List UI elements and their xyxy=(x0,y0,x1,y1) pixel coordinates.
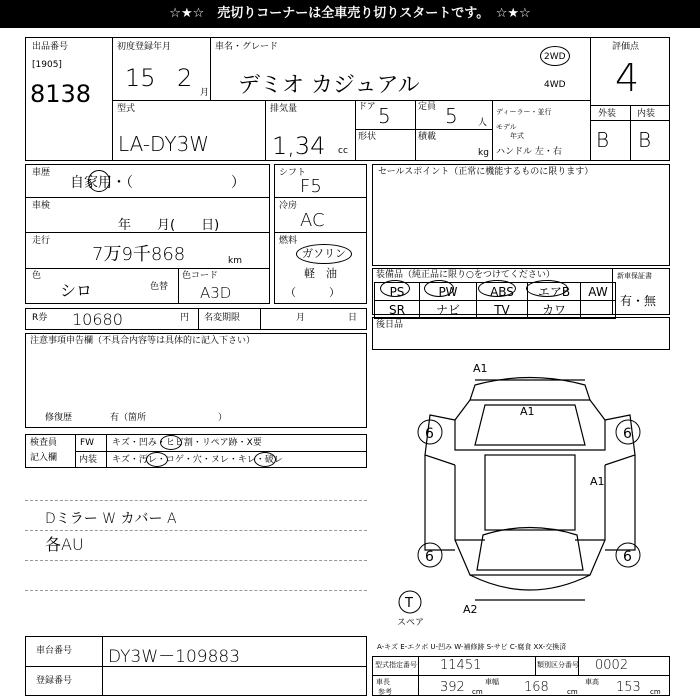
chassis-label: 車台番号 xyxy=(36,646,73,656)
equip-abs-circle xyxy=(478,280,516,297)
first-reg-year: 15 xyxy=(125,64,156,92)
fuel-diesel: 軽 油 xyxy=(304,267,337,280)
inspector-fw-text: キズ・凹み・ヒビ割・リペア跡・X要 xyxy=(112,438,262,448)
color-value: シロ xyxy=(60,281,93,300)
rken-unit: 円 xyxy=(180,313,190,323)
mileage-label: 走行 xyxy=(32,236,51,246)
lot-label: 出品番号 xyxy=(32,42,69,52)
interior-grade: B xyxy=(638,128,652,152)
model-label: 型式 xyxy=(117,104,136,114)
displacement-value: 1,34 xyxy=(272,132,326,160)
history-circle xyxy=(88,170,110,192)
spare-symbol: T xyxy=(405,596,413,611)
dealer-label: ディーラー・並行 xyxy=(496,108,552,116)
inspector-circle-dent xyxy=(160,435,182,450)
inspector-fw: FW xyxy=(80,438,95,448)
repair-label: 修復歴 xyxy=(45,413,73,423)
after-label: 後日品 xyxy=(376,320,404,330)
capacity-unit: 人 xyxy=(478,118,488,128)
inspection-label: 車検 xyxy=(32,201,51,211)
notes-label: 注意事項申告欄（不具合内容等は具体的に記入下さい） xyxy=(30,336,256,346)
inspector-label-2: 記入欄 xyxy=(30,453,58,463)
lot-number: 8138 xyxy=(30,80,92,108)
fuel-other: （ ） xyxy=(285,286,340,299)
width-unit: cm xyxy=(567,688,578,696)
mileage-value: 7万9千868 xyxy=(92,244,186,265)
length-value: 392 xyxy=(440,680,465,695)
name-change-label: 名変期限 xyxy=(204,313,241,323)
chassis-value: DY3W－109883 xyxy=(108,647,241,667)
color-code-value: A3D xyxy=(200,284,232,302)
name-change-day: 日 xyxy=(348,313,358,323)
tire-fr: 6 xyxy=(623,426,632,442)
equip-ps-circle xyxy=(380,280,410,297)
handwritten-note-2: 各AU xyxy=(45,535,84,554)
inspection-value: 年 月( 日) xyxy=(118,218,220,233)
first-reg-month: 2 xyxy=(177,64,193,92)
car-name-label: 車名・グレード xyxy=(215,42,279,52)
fuel-circle xyxy=(296,244,352,264)
doors-label: ドア xyxy=(358,102,376,112)
equip-pw-circle xyxy=(424,280,454,297)
rken-label: R券 xyxy=(32,313,48,323)
sales-box xyxy=(372,164,670,266)
interior-label: 内装 xyxy=(637,109,656,119)
category-code-value: 0002 xyxy=(595,658,629,673)
rken-value: 10680 xyxy=(72,310,123,329)
equip-aw: AW xyxy=(581,283,616,301)
ac-label: 冷房 xyxy=(279,201,298,211)
tire-rr: 6 xyxy=(623,549,632,565)
damage-front-bumper: A1 xyxy=(473,362,488,375)
equip-sr: SR xyxy=(375,301,420,319)
capacity-value: 5 xyxy=(445,104,458,128)
handle-label: ハンドル 左・右 xyxy=(496,147,562,157)
color-change-label: 色替 xyxy=(150,282,169,292)
model-code-label: 型式指定番号 xyxy=(375,661,417,669)
rating-value: 4 xyxy=(615,56,640,100)
model-value: LA-DY3W xyxy=(118,132,210,156)
inspector-circle-wet xyxy=(254,452,276,467)
damage-hood: A1 xyxy=(520,405,535,418)
load-unit: kg xyxy=(478,148,489,158)
tire-rl: 6 xyxy=(425,549,434,565)
shape-label: 形状 xyxy=(358,132,377,142)
mileage-unit: km xyxy=(228,256,242,266)
fuel-gasoline: ガソリン xyxy=(302,247,346,260)
equip-airbag-circle xyxy=(526,280,568,297)
ac-value: AC xyxy=(300,210,325,231)
banner: ☆★☆ 売切りコーナーは全車売り切りスタートです。 ☆★☆ xyxy=(0,0,700,28)
first-reg-label: 初度登録年月 xyxy=(117,42,172,52)
exterior-grade: B xyxy=(596,128,610,152)
damage-legend: A-キズ E-エクボ U-凹み W-補修跡 S-サビ C-腐食 XX-交換済 xyxy=(377,643,567,651)
length-unit: cm xyxy=(472,688,483,696)
model-code-value: 11451 xyxy=(440,658,482,673)
exterior-label: 外装 xyxy=(598,109,617,119)
capacity-label: 定員 xyxy=(418,102,437,112)
drive-4wd: 4WD xyxy=(544,80,566,90)
equip-airbag: エアB xyxy=(528,283,581,301)
length-label: 車長 xyxy=(376,678,390,686)
warranty-value: 有・無 xyxy=(620,294,657,308)
color-label: 色 xyxy=(32,271,42,281)
damage-right-side: A1 xyxy=(590,475,605,488)
tire-fl: 6 xyxy=(425,426,434,442)
history-value: 自家用・（ ） xyxy=(70,175,245,191)
displacement-label: 排気量 xyxy=(270,104,298,114)
length-ref: 参考 xyxy=(378,688,392,696)
displacement-unit: cc xyxy=(338,146,348,156)
lot-sub: [1905] xyxy=(32,60,62,70)
damage-rear-bumper: A2 xyxy=(463,603,478,616)
color-code-label: 色コード xyxy=(182,271,219,281)
reg-no-label: 登録番号 xyxy=(36,676,73,686)
doors-value: 5 xyxy=(378,104,391,128)
after-box xyxy=(372,317,670,350)
name-change-month: 月 xyxy=(296,313,306,323)
inspector-interior: 内装 xyxy=(79,455,98,465)
model-year-label: モデル xyxy=(496,123,517,131)
equip-navi: ナビ xyxy=(420,301,477,319)
car-name-value: デミオ カジュアル xyxy=(238,73,420,98)
inspector-label-1: 検査員 xyxy=(30,438,58,448)
equip-tv: TV xyxy=(477,301,528,319)
height-value: 153 xyxy=(616,680,641,695)
first-reg-month-unit: 月 xyxy=(200,88,210,98)
rating-label: 評価点 xyxy=(612,42,640,52)
inspector-interior-text: キズ・汚レ・コゲ・穴・ヌレ・キレ・破レ xyxy=(112,455,283,465)
drive-2wd: 2WD xyxy=(544,52,566,62)
equip-ps: PS xyxy=(375,283,420,301)
equip-abs: ABS xyxy=(477,283,528,301)
spare-label: スペア xyxy=(397,618,425,628)
handwritten-note-1: Dミラー W カバー A xyxy=(45,511,177,527)
height-label: 車高 xyxy=(585,678,599,686)
year-label: 年式 xyxy=(510,132,524,140)
shift-value: F5 xyxy=(300,176,322,197)
width-label: 車幅 xyxy=(485,678,499,686)
category-code-label: 類別区分番号 xyxy=(537,661,579,669)
equip-label: 装備品（純正品に限り○をつけてください） xyxy=(376,270,555,280)
warranty-label: 新車保証書 xyxy=(617,272,652,280)
shift-label: シフト xyxy=(279,168,307,178)
equip-pw: PW xyxy=(420,283,477,301)
inspector-circle-dirt xyxy=(146,452,168,467)
sales-label: セールスポイント（正常に機能するものに限ります） xyxy=(378,167,594,177)
width-value: 168 xyxy=(524,680,549,695)
history-label: 車歴 xyxy=(32,168,51,178)
repair-value: 有（箇所 ） xyxy=(110,413,228,423)
height-unit: cm xyxy=(650,688,661,696)
fuel-label: 燃料 xyxy=(279,236,298,246)
equip-leather: カワ xyxy=(528,301,581,319)
car-diagram xyxy=(395,360,665,628)
load-label: 積載 xyxy=(418,132,437,142)
